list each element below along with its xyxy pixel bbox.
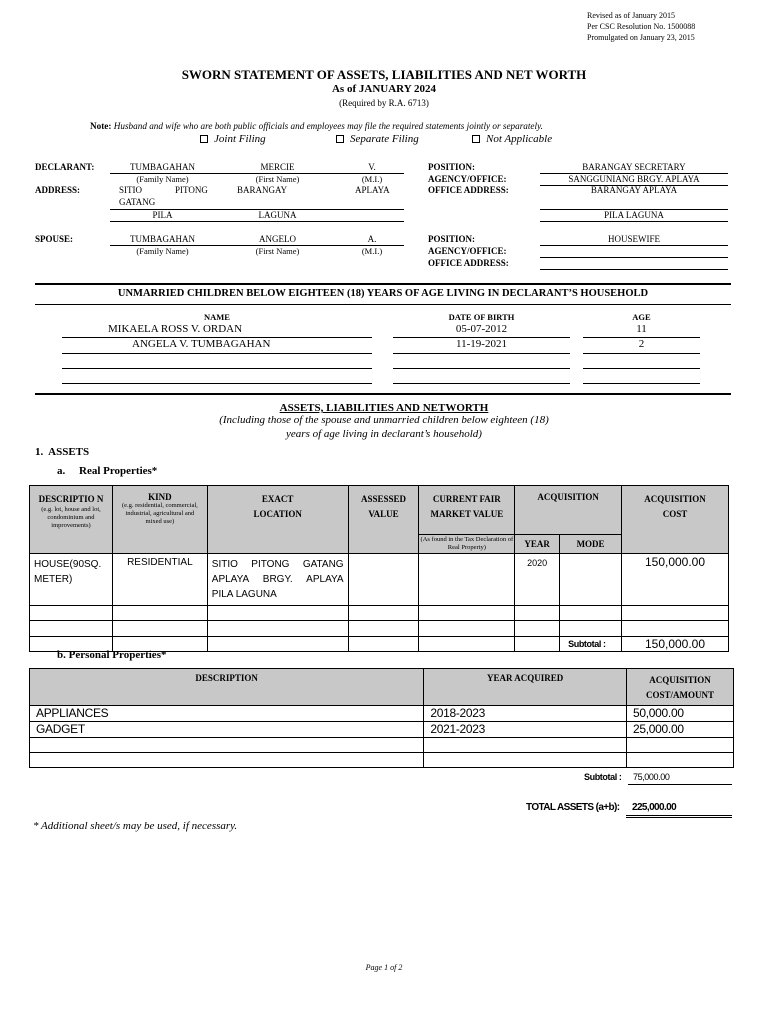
- address-line3-b: LAGUNA: [258, 210, 297, 220]
- child-1-name: MIKAELA ROSS V. ORDAN: [108, 323, 243, 335]
- spouse-agency-line: [540, 257, 728, 258]
- spouse-label: SPOUSE:: [35, 234, 74, 244]
- spouse-first-name: ANGELO: [259, 234, 296, 244]
- real-description: HOUSE(90SQ. METER): [30, 554, 113, 606]
- header-fair-note: (As found in the Tax Declaration of Real Property): [419, 535, 515, 554]
- required-by: (Required by R.A. 6713): [339, 98, 429, 108]
- header-location: EXACT LOCATION: [207, 486, 348, 554]
- table-row: [30, 706, 734, 722]
- real-kind: RESIDENTIAL: [112, 554, 207, 606]
- address-line1-d: APLAYA: [355, 185, 390, 195]
- header-acquisition: ACQUISITION: [515, 486, 622, 535]
- declarant-first-name: MERCIE: [260, 162, 295, 172]
- header-personal-description: DESCRIPTION: [30, 669, 424, 706]
- spouse-office-address-label: OFFICE ADDRESS:: [428, 258, 509, 268]
- total-assets-line: [626, 815, 732, 816]
- total-assets: 225,000.00: [632, 802, 677, 813]
- table-row: [30, 621, 729, 637]
- child-row-line: [583, 368, 700, 369]
- address-line2: GATANG: [119, 197, 156, 207]
- header-personal-year: YEAR ACQUIRED: [424, 669, 627, 706]
- header-description: DESCRIPTIO N (e.g. lot, house and lot, condominium and improvements): [30, 486, 113, 554]
- personal-cost: 25,000.00: [627, 722, 734, 738]
- header-fair-market-value: CURRENT FAIR MARKET VALUE: [419, 486, 515, 535]
- checkbox-icon[interactable]: [200, 135, 208, 143]
- address-line1-a: SITIO: [119, 185, 142, 195]
- spouse-mi: A.: [367, 234, 377, 244]
- revision-line-2: Per CSC Resolution No. 1500088: [587, 22, 696, 31]
- header-kind: KIND (e.g. residential, commercial, industrial, agricultural and mixed use): [112, 486, 207, 554]
- checkbox-icon[interactable]: [472, 135, 480, 143]
- real-year: 2020: [515, 554, 560, 606]
- section-divider-bottom: [35, 304, 731, 305]
- position-label: POSITION:: [428, 162, 476, 172]
- total-assets-line-double: [626, 817, 732, 818]
- header-assessed-value: ASSESSED VALUE: [348, 486, 419, 554]
- office-address-label: OFFICE ADDRESS:: [428, 185, 509, 195]
- child-row-line: [583, 353, 700, 354]
- personal-year: 2018-2023: [424, 706, 627, 722]
- personal-subtotal-line: [628, 784, 732, 785]
- header-personal-cost: ACQUISITION COST/AMOUNT: [627, 669, 734, 706]
- section-divider-top: [35, 283, 731, 285]
- spouse-first-name-caption: (First Name): [255, 246, 300, 256]
- alnw-heading: ASSETS, LIABILITIES AND NETWORTH: [279, 402, 489, 414]
- personal-description: APPLIANCES: [30, 706, 424, 722]
- address-line1-b: PITONG: [175, 185, 208, 195]
- note-label: Note:: [90, 121, 112, 131]
- personal-description: GADGET: [30, 722, 424, 738]
- real-mode: [560, 554, 622, 606]
- child-row-line: [62, 353, 372, 354]
- spouse-family-name-caption: (Family Name): [136, 246, 189, 256]
- child-row-line: [583, 383, 700, 384]
- declarant-agency: SANGGUNIANG BRGY. APLAYA: [568, 174, 700, 184]
- table-row: [30, 738, 734, 753]
- children-col-name: NAME: [204, 312, 230, 322]
- address-label: ADDRESS:: [35, 185, 81, 195]
- child-2-dob: 11-19-2021: [456, 338, 507, 350]
- filing-option-joint[interactable]: Joint Filing: [200, 133, 266, 145]
- filing-note: [90, 121, 543, 131]
- child-2-name: ANGELA V. TUMBAGAHAN: [132, 338, 271, 350]
- table-row: [30, 554, 729, 606]
- child-row-line: [62, 383, 372, 384]
- personal-year: 2021-2023: [424, 722, 627, 738]
- spouse-family-name: TUMBAGAHAN: [130, 234, 195, 244]
- address-line-rule-2: [110, 221, 404, 222]
- spouse-agency-label: AGENCY/OFFICE:: [428, 246, 507, 256]
- as-of-date: As of JANUARY 2024: [331, 83, 436, 95]
- child-1-age: 11: [636, 323, 647, 335]
- declarant-office-address-1: BARANGAY APLAYA: [590, 185, 678, 195]
- spouse-position: HOUSEWIFE: [608, 234, 660, 244]
- child-1-dob: 05-07-2012: [455, 323, 508, 335]
- real-location: SITIO PITONG GATANG APLAYA BRGY. APLAYA PILA LAGUNA: [207, 554, 348, 606]
- real-subtotal-label: Subtotal :: [560, 637, 622, 652]
- personal-cost: 50,000.00: [627, 706, 734, 722]
- footnote: * Additional sheet/s may be used, if necessary.: [33, 820, 238, 832]
- revision-line-1: Revised as of January 2015: [587, 11, 675, 20]
- children-col-age: AGE: [632, 312, 651, 322]
- table-row: [30, 606, 729, 621]
- alnw-subheading-1: (Including those of the spouse and unmarried children below eighteen (18): [219, 414, 549, 426]
- assets-heading: 1. ASSETS: [35, 446, 90, 458]
- family-name-caption: (Family Name): [136, 174, 189, 184]
- section-divider-assets: [35, 393, 731, 395]
- checkbox-icon[interactable]: [336, 135, 344, 143]
- declarant-mi: V.: [368, 162, 376, 172]
- real-properties-table: [29, 485, 729, 652]
- personal-subtotal: 75,000.00: [633, 772, 670, 782]
- personal-properties-table: [29, 668, 734, 768]
- declarant-family-name: TUMBAGAHAN: [130, 162, 195, 172]
- spouse-position-line: [540, 245, 728, 246]
- child-row-line: [393, 368, 570, 369]
- spouse-mi-caption: (M.I.): [361, 246, 383, 256]
- personal-subtotal-label: Subtotal :: [584, 772, 622, 782]
- real-cost: 150,000.00: [622, 554, 729, 606]
- revision-note: [587, 10, 695, 43]
- real-subtotal: 150,000.00: [622, 637, 729, 652]
- revision-line-3: Promulgated on January 23, 2015: [587, 33, 695, 42]
- declarant-office-address-2: PILA LAGUNA: [604, 210, 664, 220]
- header-year: YEAR: [515, 535, 560, 554]
- children-col-dob: DATE OF BIRTH: [448, 312, 515, 322]
- total-assets-label: TOTAL ASSETS (a+b):: [526, 802, 620, 813]
- page-number: Page 1 of 2: [365, 963, 403, 972]
- real-assessed: [348, 554, 419, 606]
- real-fair: [419, 554, 515, 606]
- spouse-office-address-line: [540, 269, 728, 270]
- real-properties-heading: a. Real Properties*: [57, 465, 158, 477]
- children-heading: UNMARRIED CHILDREN BELOW EIGHTEEN (18) YEARS OF AGE LIVING IN DECLARANT’S HOUSEHOLD: [117, 288, 649, 299]
- child-row-line: [393, 353, 570, 354]
- spouse-position-label: POSITION:: [428, 234, 476, 244]
- table-row: [30, 722, 734, 738]
- address-line1-c: BARANGAY: [237, 185, 288, 195]
- document-title: SWORN STATEMENT OF ASSETS, LIABILITIES AND NET WORTH: [181, 67, 587, 82]
- filing-option-not-applicable[interactable]: Not Applicable: [472, 133, 552, 145]
- declarant-position: BARANGAY SECRETARY: [582, 162, 686, 172]
- filing-option-separate[interactable]: Separate Filing: [336, 133, 419, 145]
- first-name-caption: (First Name): [255, 174, 300, 184]
- declarant-label: DECLARANT:: [35, 162, 95, 172]
- header-acquisition-cost: ACQUISITION COST: [622, 486, 729, 554]
- note-text: Husband and wife who are both public officials and employees may file the required statements jointly or separately.: [113, 121, 543, 131]
- address-line3-a: PILA: [152, 210, 173, 220]
- mi-caption: (M.I.): [361, 174, 383, 184]
- table-row: [30, 753, 734, 768]
- office-address-line-2: [540, 221, 728, 222]
- child-2-age: 2: [638, 338, 645, 350]
- agency-label: AGENCY/OFFICE:: [428, 174, 507, 184]
- child-row-line: [62, 368, 372, 369]
- personal-properties-heading: b. Personal Properties*: [57, 649, 167, 661]
- alnw-subheading-2: years of age living in declarant’s household): [286, 428, 482, 440]
- header-mode: MODE: [560, 535, 622, 554]
- child-row-line: [393, 383, 570, 384]
